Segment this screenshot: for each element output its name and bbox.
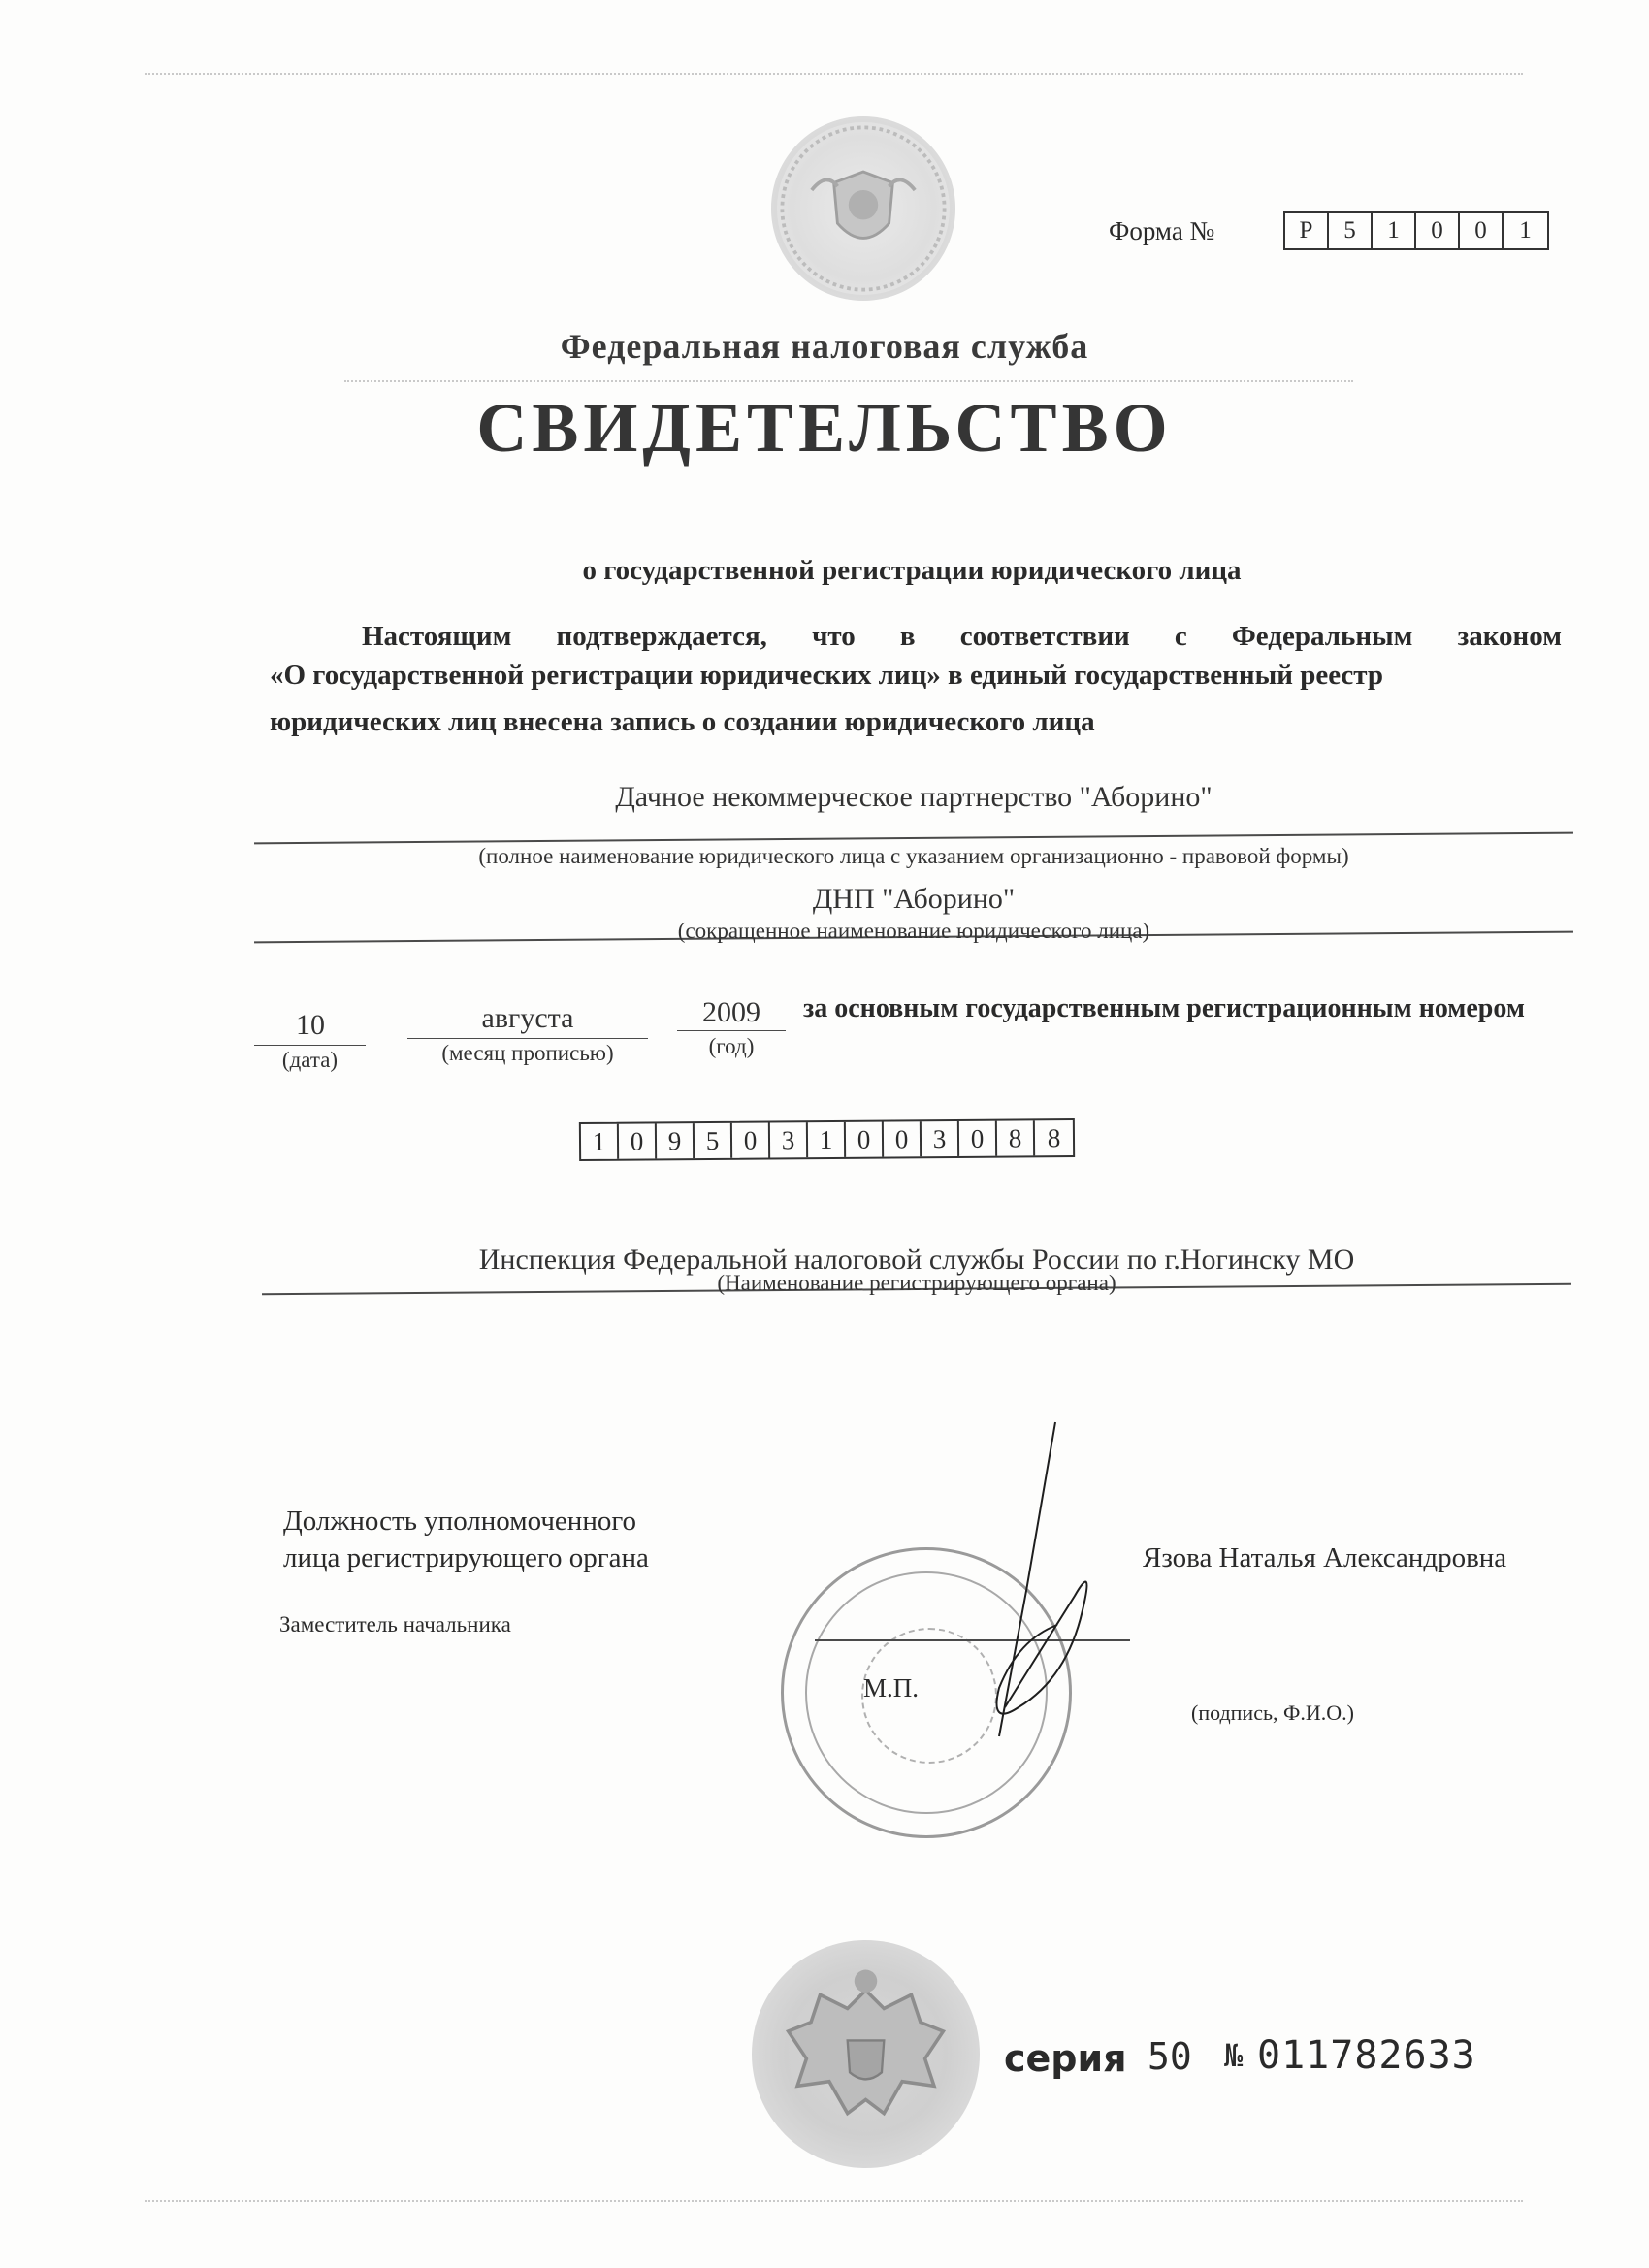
form-number-cell: Р bbox=[1285, 213, 1329, 248]
statement-line-1 bbox=[270, 621, 1562, 653]
ogrn-digit: 3 bbox=[922, 1121, 959, 1156]
statement-word: соответствии bbox=[959, 621, 1130, 652]
statement-word: Настоящим bbox=[362, 621, 512, 652]
form-number-cell: 5 bbox=[1329, 213, 1373, 248]
ogrn-digit: 9 bbox=[657, 1123, 695, 1158]
ogrn-digit: 8 bbox=[1047, 1122, 1061, 1152]
form-number-cells bbox=[1283, 211, 1549, 250]
form-number-cell: 1 bbox=[1519, 217, 1532, 243]
agency-name: Федеральная налоговая служба bbox=[560, 327, 1089, 366]
statement-line-3: юридических лиц внесена запись о создании юридического лица bbox=[270, 706, 1095, 737]
position-label-line-1: Должность уполномоченного bbox=[283, 1506, 637, 1537]
form-number-label: Форма № bbox=[1109, 216, 1215, 245]
month-line bbox=[407, 1038, 648, 1039]
authority-name: Инспекция Федеральной налоговой службы России по г.Ногинску МО bbox=[478, 1244, 1355, 1276]
ogrn-digit: 8 bbox=[997, 1120, 1035, 1155]
ogrn-digit: 0 bbox=[959, 1121, 997, 1156]
top-dotted-border bbox=[146, 73, 1523, 75]
year-line bbox=[677, 1030, 786, 1031]
certificate-number: 011782633 bbox=[1257, 2033, 1476, 2078]
statement-word: подтверждается, bbox=[556, 621, 767, 652]
document-subtitle: о государственной регистрации юридического лица bbox=[582, 555, 1242, 586]
statement-word: с bbox=[1174, 621, 1187, 652]
statement-word: законом bbox=[1457, 621, 1562, 652]
day-hint: (дата) bbox=[281, 1048, 339, 1072]
official-name: Язова Наталья Александровна bbox=[1143, 1542, 1507, 1573]
entity-full-name: Дачное некоммерческое партнерство "Аборино" bbox=[615, 781, 1212, 813]
full-name-hint: (полное наименование юридического лица с указанием организационно - правовой формы) bbox=[478, 844, 1349, 868]
registration-month: августа bbox=[481, 1002, 574, 1034]
ogrn-digit: 0 bbox=[619, 1123, 657, 1158]
ogrn-digit: 1 bbox=[581, 1124, 619, 1159]
ogrn-cells bbox=[579, 1118, 1075, 1161]
statement-word: что bbox=[812, 621, 856, 652]
ogrn-caption: за основным государственным регистрационным номером bbox=[803, 993, 1525, 1023]
series-value: 50 bbox=[1148, 2035, 1192, 2078]
position-label-line-2: лица регистрирующего органа bbox=[283, 1542, 649, 1573]
bottom-dotted-border bbox=[146, 2200, 1523, 2202]
statement-word: Федеральным bbox=[1231, 621, 1413, 652]
authority-hint: (Наименование регистрирующего органа) bbox=[717, 1271, 1116, 1295]
short-name-hint: (сокращенное наименование юридического лица) bbox=[677, 919, 1150, 943]
statement-word: в bbox=[899, 621, 916, 652]
ogrn-digit: 0 bbox=[732, 1122, 770, 1157]
number-sign: № bbox=[1224, 2037, 1244, 2074]
form-number-cell: 0 bbox=[1416, 213, 1460, 248]
registration-year: 2009 bbox=[702, 996, 760, 1028]
series-label: серия bbox=[1004, 2037, 1127, 2080]
statement-line-2: «О государственной регистрации юридических лиц» в единый государственный реестр bbox=[270, 660, 1384, 691]
ogrn-digit: 5 bbox=[695, 1123, 732, 1158]
entity-short-name: ДНП "Аборино" bbox=[812, 883, 1016, 915]
document-title: СВИДЕТЕЛЬСТВО bbox=[476, 389, 1173, 467]
handwritten-signature bbox=[912, 1416, 1145, 1766]
month-hint: (месяц прописью) bbox=[441, 1041, 614, 1065]
signature-hint: (подпись, Ф.И.О.) bbox=[1191, 1701, 1354, 1725]
day-line bbox=[254, 1045, 366, 1046]
ogrn-digit: 1 bbox=[808, 1122, 846, 1157]
agency-underline bbox=[344, 380, 1353, 382]
ogrn-digit: 3 bbox=[770, 1122, 808, 1157]
ogrn-digit: 0 bbox=[846, 1122, 884, 1157]
year-hint: (год) bbox=[708, 1034, 755, 1058]
form-number-cell: 1 bbox=[1373, 213, 1416, 248]
seal-label: М.П. bbox=[863, 1673, 920, 1702]
emblem-icon bbox=[771, 116, 955, 301]
official-position: Заместитель начальника bbox=[279, 1612, 511, 1636]
registration-day: 10 bbox=[296, 1009, 325, 1041]
form-number-cell: 0 bbox=[1460, 213, 1504, 248]
ogrn-digit: 0 bbox=[884, 1121, 922, 1156]
full-name-line bbox=[254, 832, 1573, 845]
double-headed-eagle-icon bbox=[752, 1940, 980, 2168]
